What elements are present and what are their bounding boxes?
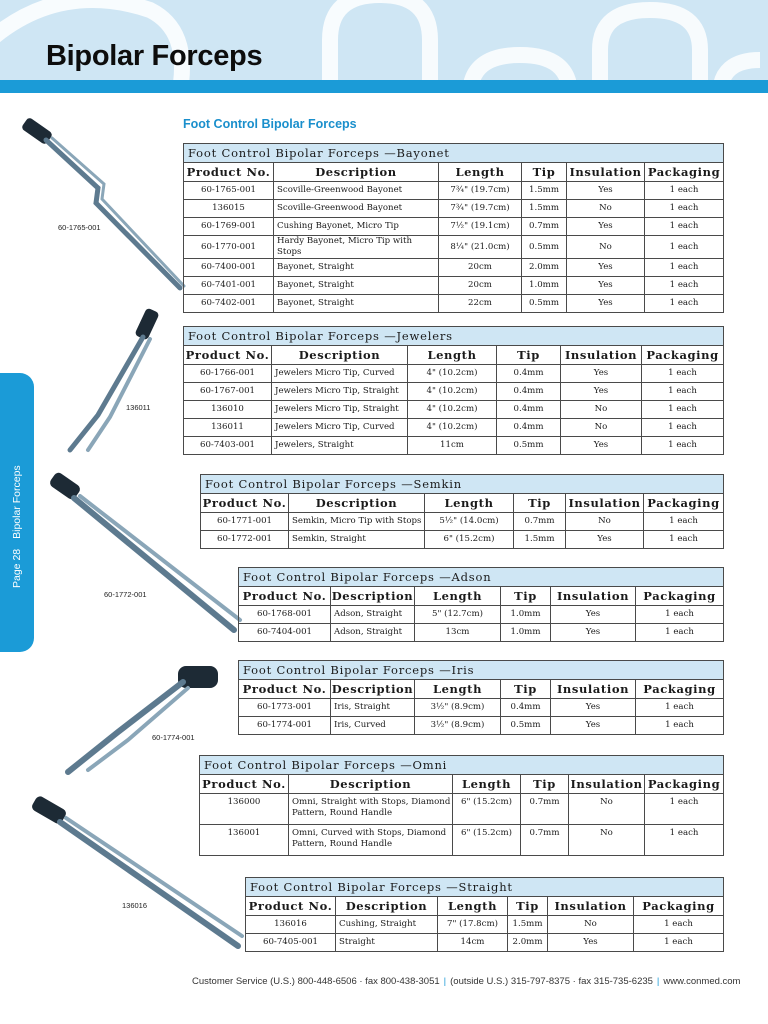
cell-description: Iris, Straight — [331, 699, 415, 717]
side-section-label: Bipolar Forceps — [11, 465, 23, 539]
cell-length: 6" (15.2cm) — [453, 794, 521, 825]
cell-tip: 0.5mm — [522, 236, 567, 259]
table-row — [184, 419, 724, 437]
cell-length: 7½" (19.1cm) — [439, 218, 522, 236]
column-header: Product No. — [239, 680, 331, 699]
cell-tip: 0.5mm — [497, 437, 561, 455]
cell-length: 8¼" (21.0cm) — [439, 236, 522, 259]
cell-packaging: 1 each — [645, 200, 724, 218]
instrument-label: 60-1774-001 — [152, 733, 195, 742]
instrument-image-bayonet — [18, 118, 188, 298]
cell-length: 5½" (14.0cm) — [425, 513, 514, 531]
column-header: Product No. — [184, 346, 272, 365]
cell-length: 11cm — [408, 437, 497, 455]
column-header: Description — [289, 494, 425, 513]
cell-insulation: Yes — [567, 182, 645, 200]
page-title: Bipolar Forceps — [46, 40, 263, 72]
cell-tip: 0.4mm — [497, 419, 561, 437]
cell-packaging: 1 each — [645, 236, 724, 259]
table-row — [239, 699, 724, 717]
cell-packaging: 1 each — [645, 218, 724, 236]
table-row — [201, 531, 724, 549]
column-header: Product No. — [239, 587, 331, 606]
cell-tip: 2.0mm — [508, 934, 548, 952]
cell-packaging: 1 each — [645, 182, 724, 200]
table-title: Foot Control Bipolar Forceps —Omni — [200, 756, 724, 775]
cell-product-no: 136001 — [200, 825, 289, 856]
cell-description: Cushing Bayonet, Micro Tip — [274, 218, 439, 236]
table-row — [184, 259, 724, 277]
spec-table-omni — [199, 755, 724, 856]
table-row — [184, 401, 724, 419]
cell-description: Semkin, Straight — [289, 531, 425, 549]
cell-length: 6" (15.2cm) — [453, 825, 521, 856]
cell-tip: 1.5mm — [522, 200, 567, 218]
table-title: Foot Control Bipolar Forceps —Semkin — [201, 475, 724, 494]
cell-packaging: 1 each — [642, 383, 724, 401]
cell-packaging: 1 each — [636, 624, 724, 642]
table-row — [239, 624, 724, 642]
cell-description: Cushing, Straight — [336, 916, 438, 934]
cell-insulation: Yes — [551, 624, 636, 642]
cell-packaging: 1 each — [644, 531, 724, 549]
column-header: Length — [453, 775, 521, 794]
instrument-label: 60-1765-001 — [58, 223, 101, 232]
cell-packaging: 1 each — [636, 699, 724, 717]
cell-description: Bayonet, Straight — [274, 259, 439, 277]
column-header: Length — [415, 680, 501, 699]
cell-product-no: 136000 — [200, 794, 289, 825]
cell-packaging: 1 each — [642, 437, 724, 455]
cell-tip: 1.5mm — [514, 531, 566, 549]
cell-description: Jewelers Micro Tip, Straight — [272, 383, 408, 401]
cell-length: 5" (12.7cm) — [415, 606, 501, 624]
cell-length: 3½" (8.9cm) — [415, 717, 501, 735]
footer-contact — [192, 976, 740, 987]
side-tab-text — [0, 373, 34, 652]
cell-product-no: 60-1771-001 — [201, 513, 289, 531]
table-title: Foot Control Bipolar Forceps —Straight — [246, 878, 724, 897]
cell-tip: 0.5mm — [522, 295, 567, 313]
cell-insulation: Yes — [567, 259, 645, 277]
column-header: Tip — [521, 775, 569, 794]
cell-insulation: Yes — [567, 277, 645, 295]
table-row — [184, 236, 724, 259]
column-header: Tip — [501, 587, 551, 606]
table-title: Foot Control Bipolar Forceps —Iris — [239, 661, 724, 680]
cell-product-no: 60-1772-001 — [201, 531, 289, 549]
cell-insulation: No — [561, 419, 642, 437]
column-header: Description — [331, 587, 415, 606]
cell-insulation: Yes — [567, 218, 645, 236]
cell-tip: 0.4mm — [501, 699, 551, 717]
cell-length: 13cm — [415, 624, 501, 642]
cell-description: Bayonet, Straight — [274, 277, 439, 295]
cell-description: Adson, Straight — [331, 606, 415, 624]
cell-insulation: Yes — [561, 365, 642, 383]
cell-length: 4" (10.2cm) — [408, 365, 497, 383]
table-row — [184, 437, 724, 455]
cell-length: 20cm — [439, 259, 522, 277]
cell-length: 7" (17.8cm) — [438, 916, 508, 934]
column-header: Packaging — [645, 775, 724, 794]
column-header: Length — [408, 346, 497, 365]
column-header: Packaging — [644, 494, 724, 513]
footer-customer-service-us: Customer Service (U.S.) 800-448-6506 · fax 800-438-3051 — [192, 976, 440, 987]
cell-description: Straight — [336, 934, 438, 952]
cell-description: Jewelers Micro Tip, Curved — [272, 365, 408, 383]
cell-length: 20cm — [439, 277, 522, 295]
column-header: Product No. — [246, 897, 336, 916]
cell-insulation: Yes — [551, 606, 636, 624]
column-header: Packaging — [642, 346, 724, 365]
column-header: Insulation — [569, 775, 645, 794]
column-header: Insulation — [548, 897, 634, 916]
cell-length: 7¾" (19.7cm) — [439, 182, 522, 200]
table-row — [200, 825, 724, 856]
column-header: Packaging — [636, 680, 724, 699]
spec-table-jewelers — [183, 326, 724, 455]
header-accent-bar — [0, 80, 768, 93]
cell-description: Semkin, Micro Tip with Stops — [289, 513, 425, 531]
cell-product-no: 60-1767-001 — [184, 383, 272, 401]
column-header: Length — [425, 494, 514, 513]
cell-product-no: 136016 — [246, 916, 336, 934]
cell-description: Jewelers Micro Tip, Curved — [272, 419, 408, 437]
table-title: Foot Control Bipolar Forceps —Jewelers — [184, 327, 724, 346]
cell-description: Iris, Curved — [331, 717, 415, 735]
cell-packaging: 1 each — [642, 419, 724, 437]
cell-insulation: No — [548, 916, 634, 934]
spec-table-iris — [238, 660, 724, 735]
cell-length: 14cm — [438, 934, 508, 952]
footer-outside-us: (outside U.S.) 315-797-8375 · fax 315-735-6235 — [450, 976, 653, 987]
cell-tip: 1.0mm — [501, 624, 551, 642]
cell-product-no: 60-7403-001 — [184, 437, 272, 455]
cell-insulation: Yes — [566, 531, 644, 549]
cell-product-no: 60-1774-001 — [239, 717, 331, 735]
column-header: Insulation — [551, 587, 636, 606]
cell-packaging: 1 each — [642, 401, 724, 419]
column-header: Description — [331, 680, 415, 699]
footer-website-link[interactable]: www.conmed.com — [663, 976, 741, 987]
cell-packaging: 1 each — [645, 259, 724, 277]
spec-table-bayonet — [183, 143, 724, 313]
cell-insulation: No — [567, 200, 645, 218]
cell-product-no: 136010 — [184, 401, 272, 419]
column-header: Packaging — [634, 897, 724, 916]
cell-description: Jewelers Micro Tip, Straight — [272, 401, 408, 419]
footer-separator: | — [656, 976, 660, 987]
column-header: Tip — [501, 680, 551, 699]
cell-product-no: 60-7400-001 — [184, 259, 274, 277]
cell-product-no: 136015 — [184, 200, 274, 218]
cell-tip: 0.4mm — [497, 383, 561, 401]
cell-insulation: No — [566, 513, 644, 531]
table-row — [184, 200, 724, 218]
cell-tip: 0.7mm — [521, 825, 569, 856]
column-header: Description — [272, 346, 408, 365]
spec-table-straight — [245, 877, 724, 952]
cell-insulation: No — [561, 401, 642, 419]
cell-packaging: 1 each — [645, 794, 724, 825]
column-header: Tip — [497, 346, 561, 365]
footer-separator: | — [443, 976, 447, 987]
side-tab — [0, 373, 34, 652]
cell-insulation: No — [569, 825, 645, 856]
column-header: Tip — [508, 897, 548, 916]
cell-packaging: 1 each — [634, 916, 724, 934]
cell-tip: 1.5mm — [508, 916, 548, 934]
table-row — [184, 383, 724, 401]
cell-description: Hardy Bayonet, Micro Tip with Stops — [274, 236, 439, 259]
cell-packaging: 1 each — [634, 934, 724, 952]
column-header: Insulation — [551, 680, 636, 699]
column-header: Description — [336, 897, 438, 916]
cell-product-no: 60-1765-001 — [184, 182, 274, 200]
cell-product-no: 60-7405-001 — [246, 934, 336, 952]
spec-table-semkin — [200, 474, 724, 549]
cell-description: Scoville-Greenwood Bayonet — [274, 200, 439, 218]
column-header: Description — [274, 163, 439, 182]
cell-tip: 0.7mm — [522, 218, 567, 236]
column-header: Insulation — [566, 494, 644, 513]
table-row — [184, 277, 724, 295]
column-header: Product No. — [200, 775, 289, 794]
cell-product-no: 60-1766-001 — [184, 365, 272, 383]
table-row — [246, 916, 724, 934]
cell-tip: 1.0mm — [522, 277, 567, 295]
column-header: Description — [289, 775, 453, 794]
column-header: Insulation — [567, 163, 645, 182]
cell-packaging: 1 each — [645, 277, 724, 295]
cell-tip: 1.5mm — [522, 182, 567, 200]
cell-product-no: 60-7401-001 — [184, 277, 274, 295]
column-header: Tip — [514, 494, 566, 513]
cell-description: Adson, Straight — [331, 624, 415, 642]
column-header: Packaging — [645, 163, 724, 182]
page-number-label: Page 28 — [11, 548, 23, 588]
table-row — [184, 295, 724, 313]
cell-length: 22cm — [439, 295, 522, 313]
cell-packaging: 1 each — [636, 606, 724, 624]
column-header: Length — [439, 163, 522, 182]
cell-description: Omni, Straight with Stops, Diamond Pattern, Round Handle — [289, 794, 453, 825]
cell-insulation: Yes — [561, 437, 642, 455]
cell-length: 4" (10.2cm) — [408, 401, 497, 419]
cell-insulation: Yes — [567, 295, 645, 313]
table-row — [184, 182, 724, 200]
column-header: Product No. — [201, 494, 289, 513]
cell-tip: 2.0mm — [522, 259, 567, 277]
cell-tip: 1.0mm — [501, 606, 551, 624]
cell-description: Bayonet, Straight — [274, 295, 439, 313]
cell-product-no: 136011 — [184, 419, 272, 437]
cell-product-no: 60-1769-001 — [184, 218, 274, 236]
cell-description: Jewelers, Straight — [272, 437, 408, 455]
column-header: Length — [415, 587, 501, 606]
table-row — [246, 934, 724, 952]
cell-description: Omni, Curved with Stops, Diamond Pattern, Round Handle — [289, 825, 453, 856]
instrument-label: 60-1772-001 — [104, 590, 147, 599]
cell-packaging: 1 each — [645, 295, 724, 313]
cell-description: Scoville-Greenwood Bayonet — [274, 182, 439, 200]
cell-tip: 0.7mm — [521, 794, 569, 825]
cell-packaging: 1 each — [636, 717, 724, 735]
table-row — [184, 218, 724, 236]
cell-tip: 0.4mm — [497, 401, 561, 419]
cell-length: 3½" (8.9cm) — [415, 699, 501, 717]
cell-product-no: 60-1773-001 — [239, 699, 331, 717]
cell-tip: 0.4mm — [497, 365, 561, 383]
cell-insulation: Yes — [551, 717, 636, 735]
cell-insulation: Yes — [548, 934, 634, 952]
table-row — [200, 794, 724, 825]
cell-product-no: 60-1770-001 — [184, 236, 274, 259]
cell-product-no: 60-7404-001 — [239, 624, 331, 642]
section-heading: Foot Control Bipolar Forceps — [183, 117, 357, 131]
cell-length: 4" (10.2cm) — [408, 419, 497, 437]
cell-packaging: 1 each — [645, 825, 724, 856]
cell-packaging: 1 each — [644, 513, 724, 531]
header-band — [0, 0, 768, 82]
column-header: Length — [438, 897, 508, 916]
cell-insulation: No — [567, 236, 645, 259]
instrument-image-jewelers — [58, 305, 178, 455]
spec-table-adson — [238, 567, 724, 642]
instrument-label: 136016 — [122, 901, 148, 910]
cell-tip: 0.5mm — [501, 717, 551, 735]
cell-product-no: 60-7402-001 — [184, 295, 274, 313]
cell-insulation: Yes — [551, 699, 636, 717]
cell-product-no: 60-1768-001 — [239, 606, 331, 624]
table-row — [184, 365, 724, 383]
cell-length: 7¾" (19.7cm) — [439, 200, 522, 218]
instrument-label: 136011 — [126, 403, 151, 412]
cell-length: 6" (15.2cm) — [425, 531, 514, 549]
column-header: Product No. — [184, 163, 274, 182]
cell-packaging: 1 each — [642, 365, 724, 383]
cell-insulation: No — [569, 794, 645, 825]
cell-length: 4" (10.2cm) — [408, 383, 497, 401]
column-header: Insulation — [561, 346, 642, 365]
column-header: Packaging — [636, 587, 724, 606]
column-header: Tip — [522, 163, 567, 182]
table-row — [239, 606, 724, 624]
cell-insulation: Yes — [561, 383, 642, 401]
table-row — [239, 717, 724, 735]
cell-tip: 0.7mm — [514, 513, 566, 531]
table-title: Foot Control Bipolar Forceps —Bayonet — [184, 144, 724, 163]
table-title: Foot Control Bipolar Forceps —Adson — [239, 568, 724, 587]
table-row — [201, 513, 724, 531]
